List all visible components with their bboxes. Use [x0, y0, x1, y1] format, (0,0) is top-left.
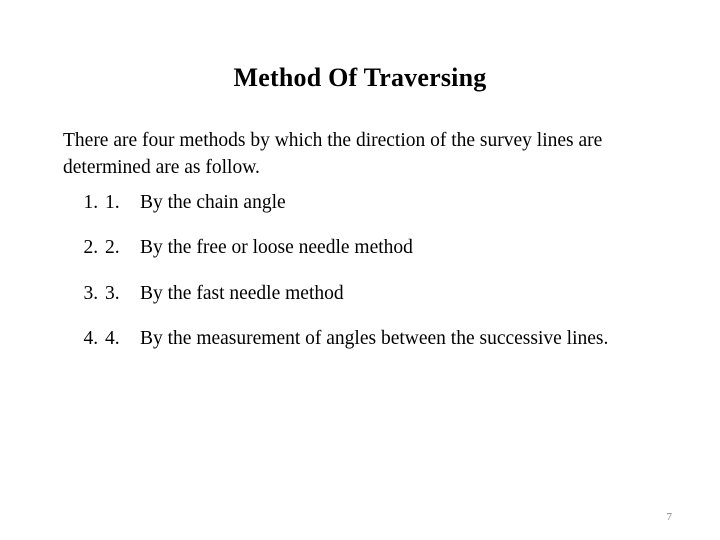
- page-title: Method Of Traversing: [233, 63, 487, 93]
- list-item-number: 4. 4.: [105, 328, 120, 350]
- list-item-label: By the chain angle: [140, 192, 286, 213]
- list-item-number: 1. 1.: [105, 192, 120, 213]
- list-item-label: By the fast needle method: [140, 282, 344, 304]
- list-item: [103, 236, 703, 260]
- list-item-label: By the measurement of angles between the successive lines.: [140, 328, 609, 350]
- list-item: [103, 282, 703, 306]
- list-item-number: 3. 3.: [105, 282, 120, 304]
- method-list: [63, 191, 703, 352]
- list-item: [103, 327, 703, 351]
- list-item-label: By the free or loose needle method: [140, 237, 413, 259]
- list-item: [103, 191, 703, 215]
- intro-paragraph: There are four methods by which the direction of the survey lines are determined are as follow.: [63, 129, 603, 179]
- page-number: 7: [666, 511, 672, 523]
- list-item-number: 2. 2.: [105, 237, 120, 259]
